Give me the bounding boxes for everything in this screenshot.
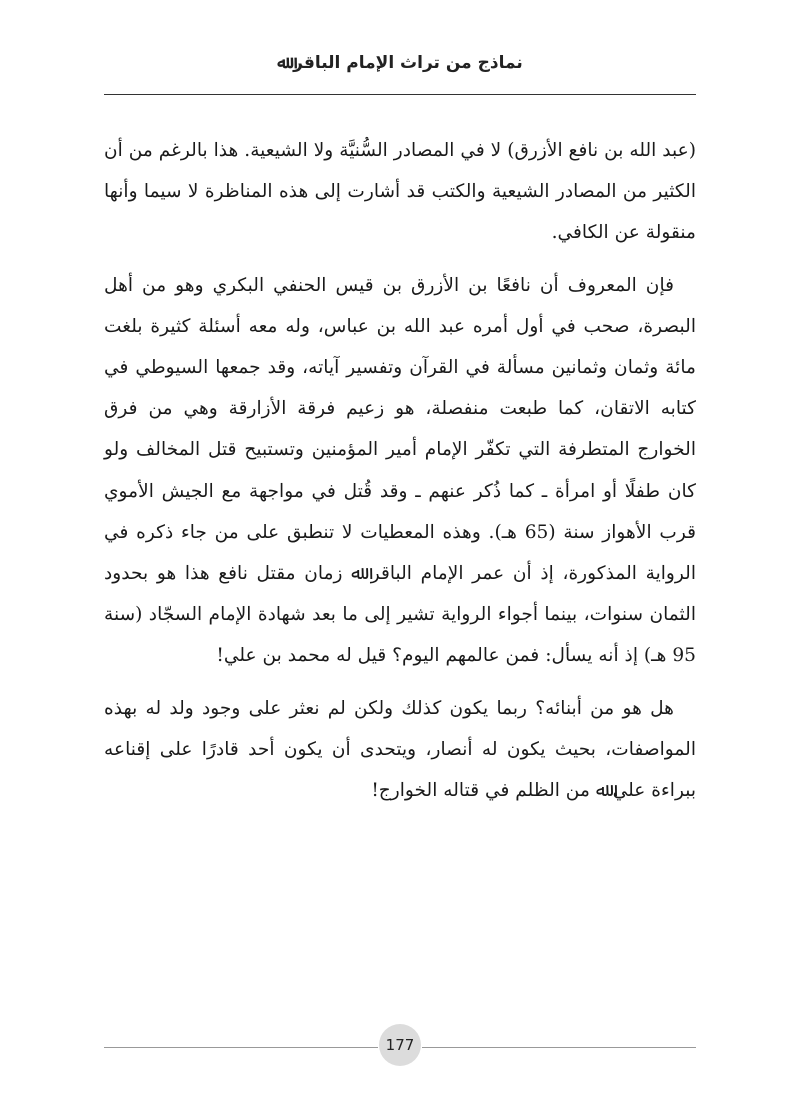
footer-divider-right <box>422 1047 696 1048</box>
paragraph: فإن المعروف أن نافعًا بن الأزرق بن قيس الحنفي البكري وهو من أهل البصرة، صحب في أول أمره عبد الله بن عباس، وله معه أسئلة كثيرة بلغت مائة وثمان وثمانين مسألة في القرآن وتفسير آياته، وقد جمعها السيوطي في كتابه الاتقان، كما طبعت منفصلة، هو زعيم فرقة الأزارقة وهي من فرق الخوارج المتطرفة التي تكفّر الإمام أمير المؤمنين وتستبيح قتل المخالف ولو كان طفلًا أو امرأة ـ كما ذُكر عنهم ـ وقد قُتل في مواجهة مع الجيش الأموي قرب الأهواز سنة (65 هـ). وهذه المعطيات لا تنطبق على من جاء ذكره في الرواية المذكورة، إذ أن عمر الإمام الباقر ﷲ زمان مقتل نافع هذا هو بحدود الثمان سنوات، بينما أجواء الرواية تشير إلى ما بعد شهادة الإمام السجّاد (سنة 95 هـ) إذ أنه يسأل: فمن عالمهم اليوم؟ قيل له محمد بن علي! <box>104 274 696 667</box>
header-divider <box>104 94 696 95</box>
body-text <box>104 130 696 822</box>
page-number: 177 <box>379 1024 421 1066</box>
footer-divider-left <box>104 1047 378 1048</box>
paragraph: هل هو من أبنائه؟ ربما يكون كذلك ولكن لم نعثر على وجود ولد له بهذه المواصفات، بحيث يكون له أنصار، ويتحدى أن يكون أحد قادرًا على إقناعه ببراءة علي ﷲ من الظلم في قتاله الخوارج! <box>104 697 696 802</box>
running-header-title: نماذج من تراث الإمام الباقر ﷲ <box>277 53 523 73</box>
paragraph: (عبد الله بن نافع الأزرق) لا في المصادر السُّنيَّة ولا الشيعية. هذا بالرغم من أن الكثير من المصادر الشيعية والكتب قد أشارت إلى هذه المناظرة لا سيما وأنها منقولة عن الكافي. <box>104 140 696 244</box>
